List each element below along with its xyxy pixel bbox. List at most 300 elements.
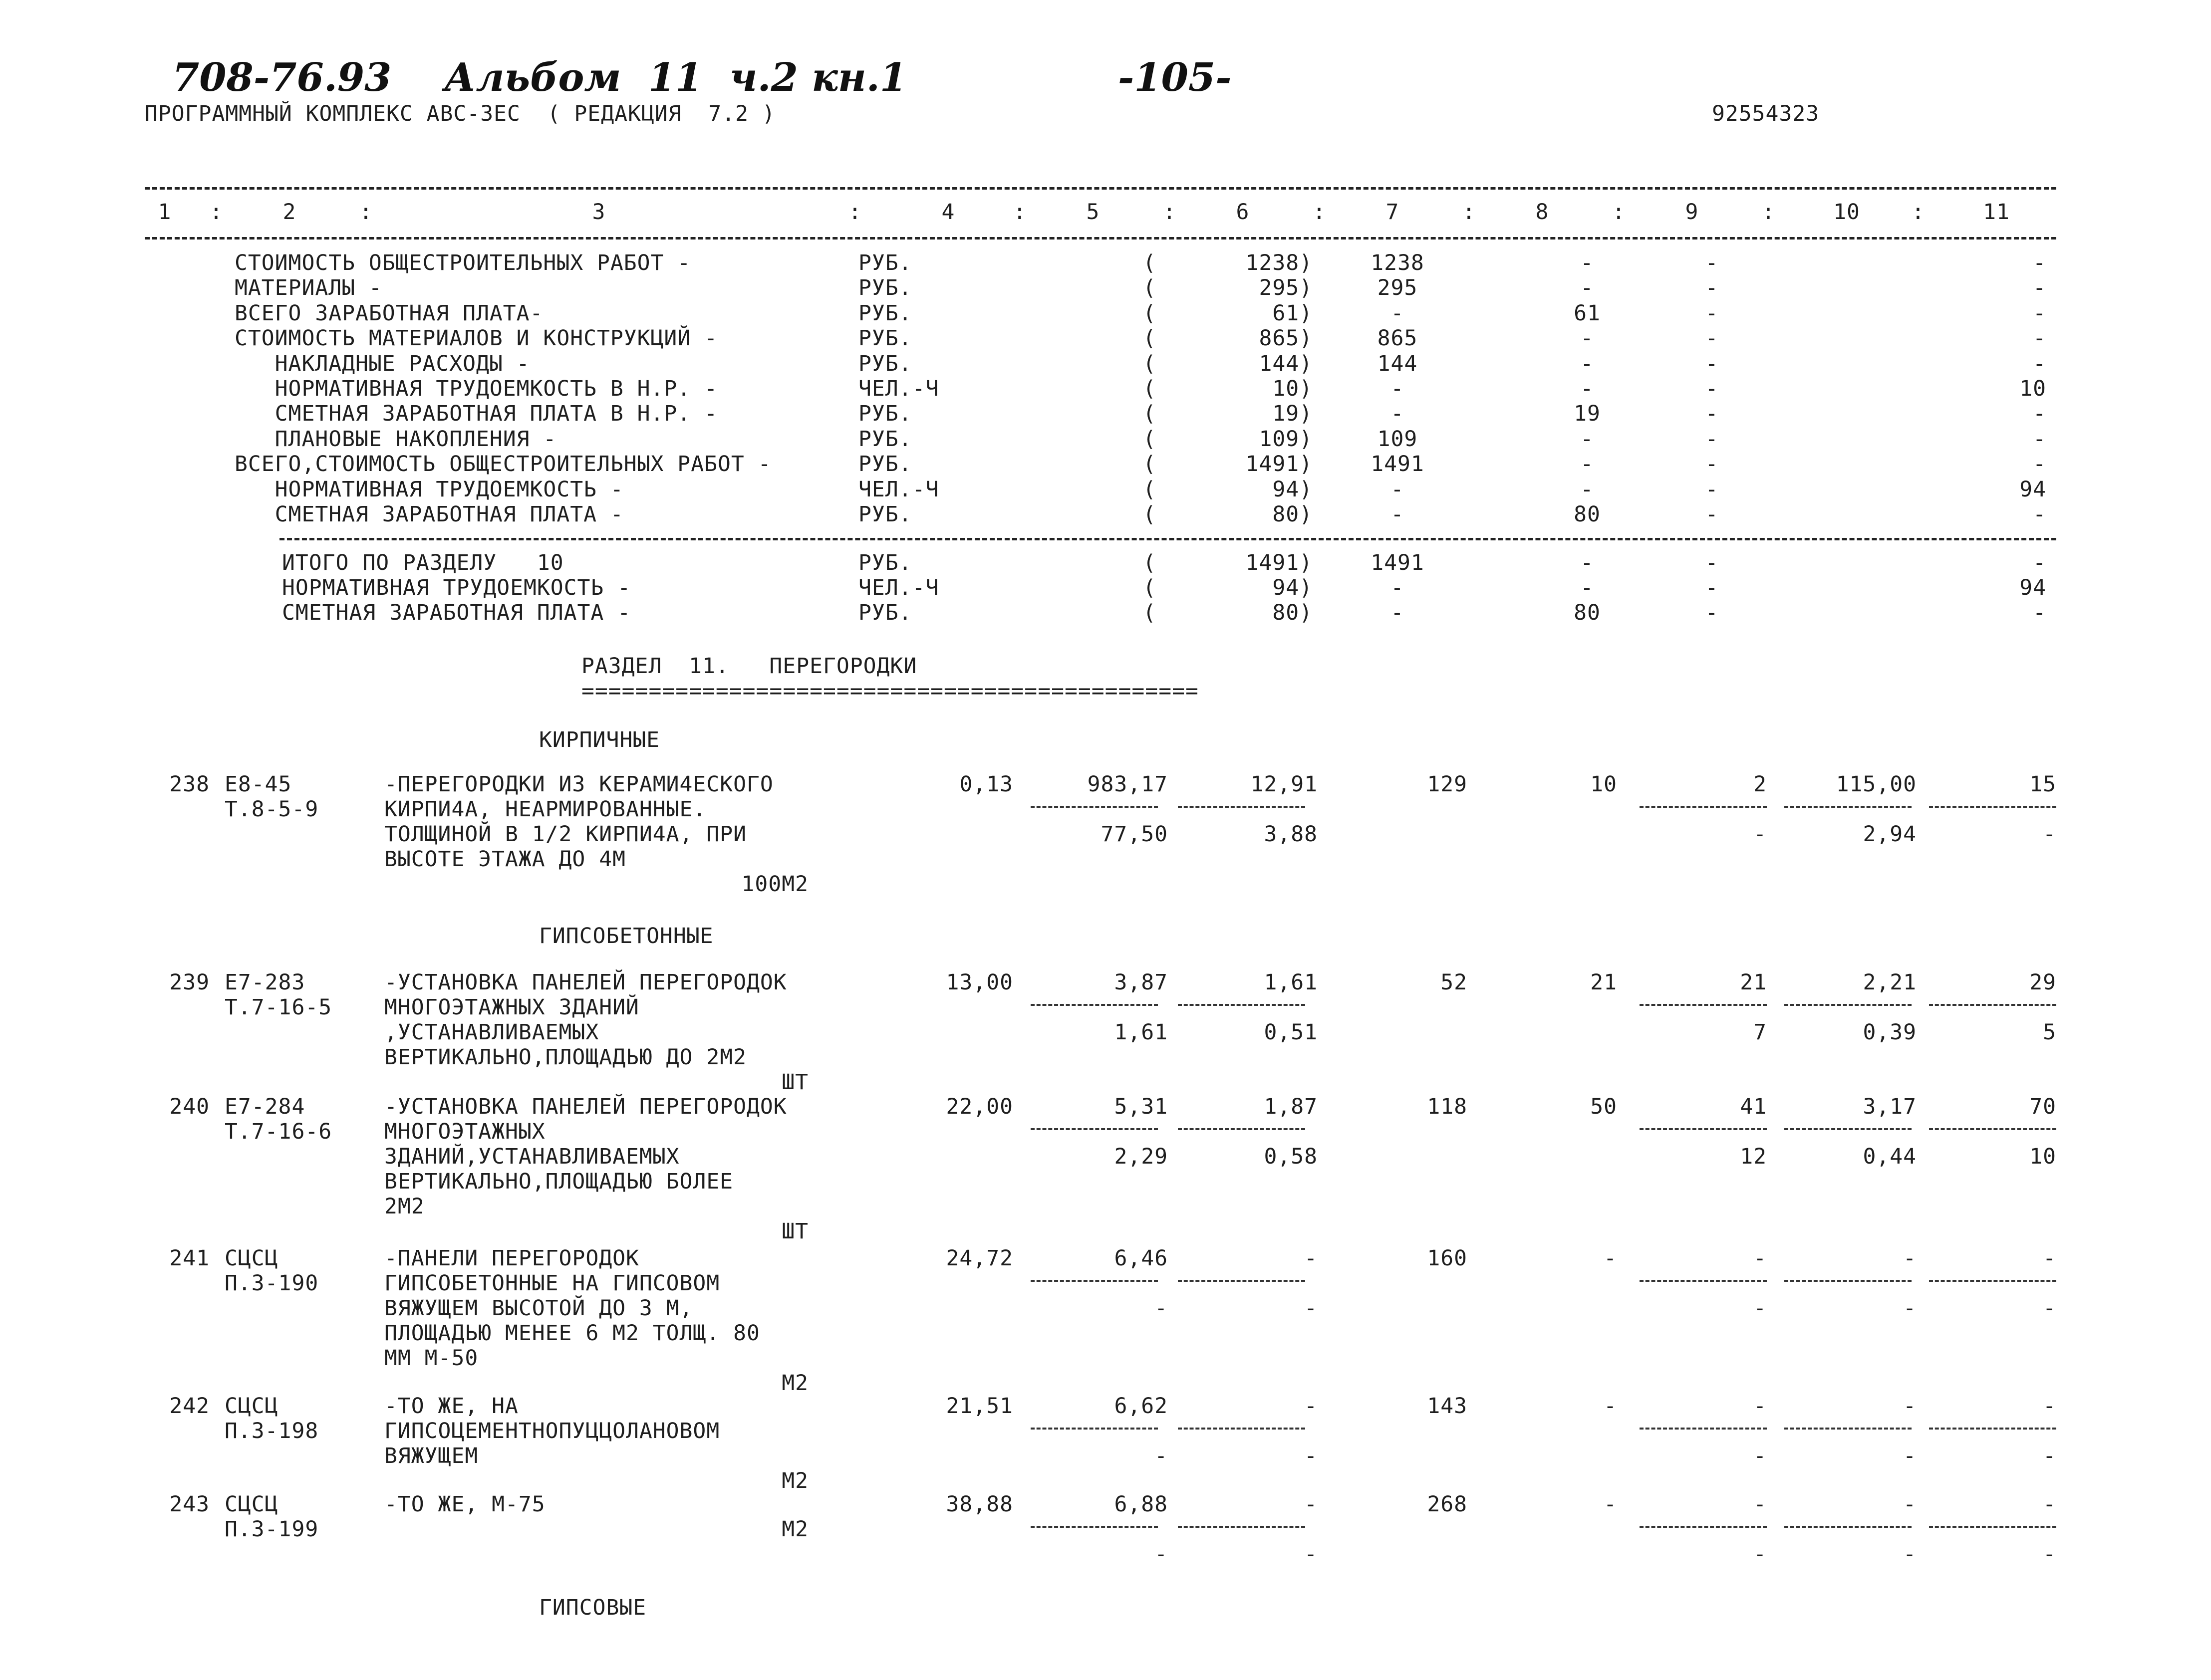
item-unit-cost-sub: - xyxy=(1154,1443,1168,1468)
column-header-1: 1 xyxy=(158,200,172,225)
summary-paren-value: 109) xyxy=(1259,426,1313,452)
item-unit-wage-sub: 0,51 xyxy=(1264,1020,1318,1045)
item-col9: - xyxy=(1753,1394,1767,1419)
column-header-5: 5 xyxy=(1086,200,1100,225)
column-separator: : xyxy=(1612,200,1626,225)
header-rule-top xyxy=(145,187,2056,190)
column-header-6: 6 xyxy=(1236,200,1250,225)
column-separator: : xyxy=(359,200,373,225)
item-unit-wage: - xyxy=(1304,1492,1318,1517)
document-number: 92554323 xyxy=(1712,101,1820,126)
item-unit-cost: 6,62 xyxy=(1114,1394,1168,1419)
summary-label: НОРМАТИВНАЯ ТРУДОЕМКОСТЬ В Н.Р. - xyxy=(235,376,718,401)
summary-col9: - xyxy=(1705,351,1719,376)
fraction-rule xyxy=(1640,1280,1767,1282)
item-quantity: 22,00 xyxy=(946,1094,1013,1119)
column-header-10: 10 xyxy=(1833,200,1860,225)
column-header-7: 7 xyxy=(1385,200,1399,225)
column-separator: : xyxy=(1462,200,1476,225)
summary-unit: РУБ. xyxy=(858,250,912,275)
item-unit-wage-sub: 3,88 xyxy=(1264,822,1318,847)
fraction-rule xyxy=(1784,1280,1912,1282)
item-number: 241 xyxy=(169,1246,210,1271)
summary-label: ПЛАНОВЫЕ НАКОПЛЕНИЯ - xyxy=(235,426,557,452)
summary-col7: 1491 xyxy=(1371,550,1424,575)
summary-col7: 865 xyxy=(1377,326,1418,351)
item-description-line: ГИПСОЦЕМЕНТНОПУЦЦОЛАНОВОМ xyxy=(384,1419,720,1443)
fraction-rule xyxy=(1640,1004,1767,1006)
item-quantity: 24,72 xyxy=(946,1246,1013,1271)
open-paren: ( xyxy=(1143,426,1156,452)
summary-col8: - xyxy=(1580,575,1594,600)
summary-col11: - xyxy=(2033,426,2046,452)
item-col11: - xyxy=(2043,1394,2056,1419)
item-reference: П.3-199 xyxy=(225,1517,319,1542)
item-col11-sub: 10 xyxy=(2029,1144,2056,1169)
column-separator: : xyxy=(1013,200,1027,225)
item-col9-sub: - xyxy=(1753,822,1767,847)
item-description-line: ВЕРТИКАЛЬНО,ПЛОЩАДЬЮ БОЛЕЕ xyxy=(384,1169,734,1194)
fraction-rule xyxy=(1031,1280,1158,1282)
summary-unit: РУБ. xyxy=(858,326,912,351)
item-code: СЦСЦ xyxy=(225,1492,278,1517)
item-number: 243 xyxy=(169,1492,210,1517)
item-col10: - xyxy=(1903,1246,1917,1271)
summary-paren-value: 1238) xyxy=(1245,250,1313,275)
summary-label: МАТЕРИАЛЫ - xyxy=(235,275,382,301)
item-col10: - xyxy=(1903,1394,1917,1419)
summary-col9: - xyxy=(1705,275,1719,301)
summary-unit: РУБ. xyxy=(858,452,912,477)
item-col9: 2 xyxy=(1753,772,1767,797)
summary-col8: - xyxy=(1580,326,1594,351)
fraction-rule xyxy=(1178,1526,1305,1528)
item-unit: ШТ xyxy=(782,1219,809,1244)
summary-col11: - xyxy=(2033,550,2046,575)
item-col9-sub: - xyxy=(1753,1296,1767,1321)
item-description-line: ММ М-50 xyxy=(384,1346,479,1371)
summary-col7: 109 xyxy=(1377,426,1418,452)
item-unit-cost: 983,17 xyxy=(1087,772,1168,797)
summary-col7: 1238 xyxy=(1371,250,1424,275)
item-col10-sub: 0,44 xyxy=(1863,1144,1917,1169)
open-paren: ( xyxy=(1143,401,1156,427)
open-paren: ( xyxy=(1143,550,1156,575)
summary-col8: - xyxy=(1580,275,1594,301)
item-col9: 21 xyxy=(1740,970,1767,995)
item-description-line: МНОГОЭТАЖНЫХ xyxy=(384,1119,546,1144)
item-code: СЦСЦ xyxy=(225,1394,278,1419)
summary-col11: - xyxy=(2033,401,2046,427)
summary-paren-value: 865) xyxy=(1259,326,1313,351)
item-unit-wage-sub: 0,58 xyxy=(1264,1144,1318,1169)
summary-unit: РУБ. xyxy=(858,401,912,427)
section-title: РАЗДЕЛ 11. ПЕРЕГОРОДКИ xyxy=(581,654,917,679)
summary-label: СМЕТНАЯ ЗАРАБОТНАЯ ПЛАТА - xyxy=(282,600,631,625)
summary-unit: ЧЕЛ.-Ч xyxy=(858,376,939,401)
summary-col8: - xyxy=(1580,351,1594,376)
open-paren: ( xyxy=(1143,376,1156,401)
summary-col8: - xyxy=(1580,250,1594,275)
summary-col11: - xyxy=(2033,452,2046,477)
item-number: 240 xyxy=(169,1094,210,1119)
fraction-rule xyxy=(1031,1004,1158,1006)
item-description-line: МНОГОЭТАЖНЫХ ЗДАНИЙ xyxy=(384,995,639,1020)
item-description-line: -ТО ЖЕ, М-75 xyxy=(384,1492,546,1517)
summary-col11: - xyxy=(2033,250,2046,275)
summary-col9: - xyxy=(1705,600,1719,625)
item-unit-wage-sub: - xyxy=(1304,1542,1318,1567)
fraction-rule xyxy=(1640,1428,1767,1430)
fraction-rule xyxy=(1929,1526,2056,1528)
item-total-wage: - xyxy=(1604,1394,1617,1419)
item-quantity: 0,13 xyxy=(959,772,1013,797)
summary-col9: - xyxy=(1705,452,1719,477)
item-col10: - xyxy=(1903,1492,1917,1517)
open-paren: ( xyxy=(1143,326,1156,351)
fraction-rule xyxy=(1178,1280,1305,1282)
item-col9-sub: 7 xyxy=(1753,1020,1767,1045)
item-col10-sub: - xyxy=(1903,1443,1917,1468)
item-total-wage: 10 xyxy=(1590,772,1617,797)
summary-col7: - xyxy=(1390,300,1404,326)
item-unit-cost-sub: - xyxy=(1154,1296,1168,1321)
item-col9-sub: - xyxy=(1753,1443,1767,1468)
summary-col7: - xyxy=(1390,575,1404,600)
summary-unit: РУБ. xyxy=(858,550,912,575)
item-unit: ШТ xyxy=(782,1070,809,1095)
summary-col8: - xyxy=(1580,550,1594,575)
subsection-heading: КИРПИЧНЫЕ xyxy=(539,727,660,752)
column-header-11: 11 xyxy=(1983,200,2010,225)
item-total-wage: - xyxy=(1604,1246,1617,1271)
column-separator: : xyxy=(1762,200,1775,225)
item-quantity: 38,88 xyxy=(946,1492,1013,1517)
summary-unit: РУБ. xyxy=(858,351,912,376)
summary-col9: - xyxy=(1705,477,1719,502)
item-unit-cost-sub: 2,29 xyxy=(1114,1144,1168,1169)
item-description-line: -УСТАНОВКА ПАНЕЛЕЙ ПЕРЕГОРОДОК xyxy=(384,1094,787,1119)
summary-col7: 295 xyxy=(1377,275,1418,301)
fraction-rule xyxy=(1929,806,2056,808)
item-col11-sub: - xyxy=(2043,822,2056,847)
item-col11-sub: - xyxy=(2043,1542,2056,1567)
fraction-rule xyxy=(1178,1428,1305,1430)
summary-paren-value: 80) xyxy=(1272,600,1313,625)
summary-label: НОРМАТИВНАЯ ТРУДОЕМКОСТЬ - xyxy=(282,575,631,600)
item-unit-cost-sub: - xyxy=(1154,1542,1168,1567)
summary-col11: 94 xyxy=(2019,477,2046,502)
item-unit-cost: 6,88 xyxy=(1114,1492,1168,1517)
item-description-line: ТОЛЩИНОЙ В 1/2 КИРПИ4А, ПРИ xyxy=(384,822,747,847)
summary-col8: 80 xyxy=(1574,502,1601,527)
summary-col8: - xyxy=(1580,376,1594,401)
summary-unit: ЧЕЛ.-Ч xyxy=(858,477,939,502)
item-description-line: ПЛОЩАДЬЮ МЕНЕЕ 6 М2 ТОЛЩ. 80 xyxy=(384,1321,760,1346)
item-description-line: ВЯЖУЩЕМ xyxy=(384,1443,479,1468)
item-description-line: ,УСТАНАВЛИВАЕМЫХ xyxy=(384,1020,599,1045)
column-separator: : xyxy=(1912,200,1925,225)
item-total-cost: 118 xyxy=(1427,1094,1467,1119)
summary-unit: РУБ. xyxy=(858,300,912,326)
open-paren: ( xyxy=(1143,600,1156,625)
summary-col9: - xyxy=(1705,250,1719,275)
fraction-rule xyxy=(1178,806,1305,808)
summary-col9: - xyxy=(1705,376,1719,401)
item-col9-sub: - xyxy=(1753,1542,1767,1567)
item-reference: П.3-198 xyxy=(225,1419,319,1443)
fraction-rule xyxy=(1031,1526,1158,1528)
summary-paren-value: 295) xyxy=(1259,275,1313,301)
summary-col8: - xyxy=(1580,452,1594,477)
item-description-line: ВЫСОТЕ ЭТАЖА ДО 4М xyxy=(384,847,626,872)
item-reference: Т.8-5-9 xyxy=(225,797,319,822)
section-title-underline: ============================================== xyxy=(581,679,1199,704)
summary-label: НАКЛАДНЫЕ РАСХОДЫ - xyxy=(235,351,530,376)
item-unit-wage-sub: - xyxy=(1304,1296,1318,1321)
item-col11: 29 xyxy=(2029,970,2056,995)
summary-unit: РУБ. xyxy=(858,502,912,527)
item-description-line: -ПЕРЕГОРОДКИ ИЗ КЕРАМИ4ЕСКОГО xyxy=(384,772,774,797)
fraction-rule xyxy=(1784,806,1912,808)
item-col10: 3,17 xyxy=(1863,1094,1917,1119)
summary-paren-value: 1491) xyxy=(1245,550,1313,575)
item-total-wage: 50 xyxy=(1590,1094,1617,1119)
page-number: -105- xyxy=(1118,55,1232,100)
item-unit: 100М2 xyxy=(741,872,809,897)
fraction-rule xyxy=(1929,1280,2056,1282)
summary-col11: - xyxy=(2033,502,2046,527)
summary-col11: - xyxy=(2033,351,2046,376)
item-total-cost: 268 xyxy=(1427,1492,1467,1517)
summary-unit: РУБ. xyxy=(858,600,912,625)
item-description-line: ЗДАНИЙ,УСТАНАВЛИВАЕМЫХ xyxy=(384,1144,680,1169)
item-col9: - xyxy=(1753,1492,1767,1517)
item-unit-wage: - xyxy=(1304,1246,1318,1271)
item-col10: 115,00 xyxy=(1836,772,1917,797)
summary-col8: - xyxy=(1580,477,1594,502)
open-paren: ( xyxy=(1143,300,1156,326)
item-unit-cost: 6,46 xyxy=(1114,1246,1168,1271)
item-total-cost: 160 xyxy=(1427,1246,1467,1271)
item-unit-wage: 12,91 xyxy=(1250,772,1318,797)
item-unit: М2 xyxy=(782,1371,809,1396)
item-total-wage: 21 xyxy=(1590,970,1617,995)
fraction-rule xyxy=(1031,806,1158,808)
summary-paren-value: 10) xyxy=(1272,376,1313,401)
item-unit-wage: 1,61 xyxy=(1264,970,1318,995)
summary-paren-value: 144) xyxy=(1259,351,1313,376)
summary-label: СМЕТНАЯ ЗАРАБОТНАЯ ПЛАТА В Н.Р. - xyxy=(235,401,718,427)
summary-col9: - xyxy=(1705,502,1719,527)
handwritten-code: 708-76.93 xyxy=(172,55,392,100)
fraction-rule xyxy=(1178,1128,1305,1130)
item-code: Е8-45 xyxy=(225,772,292,797)
summary-col9: - xyxy=(1705,426,1719,452)
item-number: 238 xyxy=(169,772,210,797)
summary-col11: 10 xyxy=(2019,376,2046,401)
item-col10-sub: - xyxy=(1903,1296,1917,1321)
item-reference: Т.7-16-5 xyxy=(225,995,332,1020)
column-header-4: 4 xyxy=(941,200,955,225)
summary-col9: - xyxy=(1705,401,1719,427)
summary-col7: - xyxy=(1390,502,1404,527)
item-unit: М2 xyxy=(782,1468,809,1493)
summary-col11: 94 xyxy=(2019,575,2046,600)
summary-col11: - xyxy=(2033,600,2046,625)
summary-label: СМЕТНАЯ ЗАРАБОТНАЯ ПЛАТА - xyxy=(235,502,624,527)
column-separator: : xyxy=(848,200,862,225)
fraction-rule xyxy=(1784,1428,1912,1430)
open-paren: ( xyxy=(1143,351,1156,376)
item-col11-sub: - xyxy=(2043,1443,2056,1468)
item-quantity: 13,00 xyxy=(946,970,1013,995)
summary-col11: - xyxy=(2033,300,2046,326)
item-col11-sub: - xyxy=(2043,1296,2056,1321)
item-unit-cost-sub: 77,50 xyxy=(1101,822,1168,847)
fraction-rule xyxy=(1178,1004,1305,1006)
item-unit-cost: 3,87 xyxy=(1114,970,1168,995)
item-reference: П.3-190 xyxy=(225,1271,319,1296)
summary-col7: - xyxy=(1390,477,1404,502)
item-unit-cost: 5,31 xyxy=(1114,1094,1168,1119)
item-col11: - xyxy=(2043,1246,2056,1271)
column-header-2: 2 xyxy=(282,200,296,225)
fraction-rule xyxy=(1929,1128,2056,1130)
item-description-line: 2М2 xyxy=(384,1194,425,1219)
subsection-heading: ГИПСОБЕТОННЫЕ xyxy=(539,924,714,949)
column-header-8: 8 xyxy=(1535,200,1549,225)
column-header-9: 9 xyxy=(1685,200,1699,225)
item-code: СЦСЦ xyxy=(225,1246,278,1271)
open-paren: ( xyxy=(1143,275,1156,301)
fraction-rule xyxy=(1929,1004,2056,1006)
summary-paren-value: 1491) xyxy=(1245,452,1313,477)
item-col10-sub: - xyxy=(1903,1542,1917,1567)
summary-unit: ЧЕЛ.-Ч xyxy=(858,575,939,600)
summary-col9: - xyxy=(1705,550,1719,575)
summary-col11: - xyxy=(2033,326,2046,351)
fraction-rule xyxy=(1784,1128,1912,1130)
item-code: Е7-283 xyxy=(225,970,305,995)
summary-col7: - xyxy=(1390,600,1404,625)
fraction-rule xyxy=(1031,1428,1158,1430)
summary-label: СТОИМОСТЬ ОБЩЕСТРОИТЕЛЬНЫХ РАБОТ - xyxy=(235,250,691,275)
item-description-line: ВЕРТИКАЛЬНО,ПЛОЩАДЬЮ ДО 2М2 xyxy=(384,1045,747,1070)
item-unit-wage-sub: - xyxy=(1304,1443,1318,1468)
handwritten-album: Альбом 11 ч.2 кн.1 xyxy=(444,55,907,100)
open-paren: ( xyxy=(1143,452,1156,477)
item-description-line: ВЯЖУЩЕМ ВЫСОТОЙ ДО 3 М, xyxy=(384,1296,693,1321)
item-total-cost: 129 xyxy=(1427,772,1467,797)
item-col11: - xyxy=(2043,1492,2056,1517)
open-paren: ( xyxy=(1143,575,1156,600)
item-description-line: -ПАНЕЛИ ПЕРЕГОРОДОК xyxy=(384,1246,639,1271)
summary-label: ИТОГО ПО РАЗДЕЛУ 10 xyxy=(282,550,564,575)
item-code: Е7-284 xyxy=(225,1094,305,1119)
summary-col8: 19 xyxy=(1574,401,1601,427)
column-header-3: 3 xyxy=(592,200,606,225)
item-col11: 15 xyxy=(2029,772,2056,797)
column-separator: : xyxy=(1313,200,1326,225)
item-col9: - xyxy=(1753,1246,1767,1271)
item-unit-wage: - xyxy=(1304,1394,1318,1419)
item-total-wage: - xyxy=(1604,1492,1617,1517)
item-quantity: 21,51 xyxy=(946,1394,1013,1419)
item-description-line: КИРПИ4А, НЕАРМИРОВАННЫЕ. xyxy=(384,797,707,822)
fraction-rule xyxy=(1640,1526,1767,1528)
summary-paren-value: 80) xyxy=(1272,502,1313,527)
item-number: 239 xyxy=(169,970,210,995)
fraction-rule xyxy=(1031,1128,1158,1130)
item-number: 242 xyxy=(169,1394,210,1419)
summary-col8: 61 xyxy=(1574,300,1601,326)
fraction-rule xyxy=(1784,1526,1912,1528)
summary-paren-value: 94) xyxy=(1272,575,1313,600)
item-total-cost: 52 xyxy=(1440,970,1467,995)
item-col11-sub: 5 xyxy=(2043,1020,2056,1045)
summary-label: НОРМАТИВНАЯ ТРУДОЕМКОСТЬ - xyxy=(235,477,624,502)
summary-label: СТОИМОСТЬ МАТЕРИАЛОВ И КОНСТРУКЦИЙ - xyxy=(235,326,718,351)
summary-unit: РУБ. xyxy=(858,275,912,301)
item-col9: 41 xyxy=(1740,1094,1767,1119)
fraction-rule xyxy=(1640,806,1767,808)
fraction-rule xyxy=(1929,1428,2056,1430)
column-separator: : xyxy=(1163,200,1176,225)
summary-col8: 80 xyxy=(1574,600,1601,625)
item-description-line: -ТО ЖЕ, НА xyxy=(384,1394,519,1419)
item-total-cost: 143 xyxy=(1427,1394,1467,1419)
column-separator: : xyxy=(210,200,223,225)
summary-unit: РУБ. xyxy=(858,426,912,452)
item-col10-sub: 0,39 xyxy=(1863,1020,1917,1045)
summary-label: ВСЕГО,СТОИМОСТЬ ОБЩЕСТРОИТЕЛЬНЫХ РАБОТ - xyxy=(235,452,772,477)
item-reference: Т.7-16-6 xyxy=(225,1119,332,1144)
fraction-rule xyxy=(1784,1004,1912,1006)
open-paren: ( xyxy=(1143,477,1156,502)
item-col11: 70 xyxy=(2029,1094,2056,1119)
item-description-line: ГИПСОБЕТОННЫЕ НА ГИПСОВОМ xyxy=(384,1271,720,1296)
item-unit-wage: 1,87 xyxy=(1264,1094,1318,1119)
open-paren: ( xyxy=(1143,250,1156,275)
summary-col7: - xyxy=(1390,401,1404,427)
summary-col7: 144 xyxy=(1377,351,1418,376)
summary-col7: 1491 xyxy=(1371,452,1424,477)
summary-col9: - xyxy=(1705,326,1719,351)
item-unit-cost-sub: 1,61 xyxy=(1114,1020,1168,1045)
subsection-heading: ГИПСОВЫЕ xyxy=(539,1595,647,1620)
summary-col9: - xyxy=(1705,300,1719,326)
header-rule-bottom xyxy=(145,237,2056,240)
summary-label: ВСЕГО ЗАРАБОТНАЯ ПЛАТА- xyxy=(235,300,544,326)
summary-col8: - xyxy=(1580,426,1594,452)
item-description-line: -УСТАНОВКА ПАНЕЛЕЙ ПЕРЕГОРОДОК xyxy=(384,970,787,995)
program-name: ПРОГРАММНЫЙ КОМПЛЕКС АВС-3ЕС ( РЕДАКЦИЯ 7.2 ) xyxy=(145,101,776,126)
summary-col11: - xyxy=(2033,275,2046,301)
item-col10-sub: 2,94 xyxy=(1863,822,1917,847)
open-paren: ( xyxy=(1143,502,1156,527)
summary-paren-value: 94) xyxy=(1272,477,1313,502)
summary-paren-value: 61) xyxy=(1272,300,1313,326)
fraction-rule xyxy=(1640,1128,1767,1130)
summary-col7: - xyxy=(1390,376,1404,401)
summary-paren-value: 19) xyxy=(1272,401,1313,427)
summary-col9: - xyxy=(1705,575,1719,600)
totals-rule xyxy=(279,538,2056,540)
item-col10: 2,21 xyxy=(1863,970,1917,995)
item-unit: М2 xyxy=(782,1517,809,1542)
item-col9-sub: 12 xyxy=(1740,1144,1767,1169)
